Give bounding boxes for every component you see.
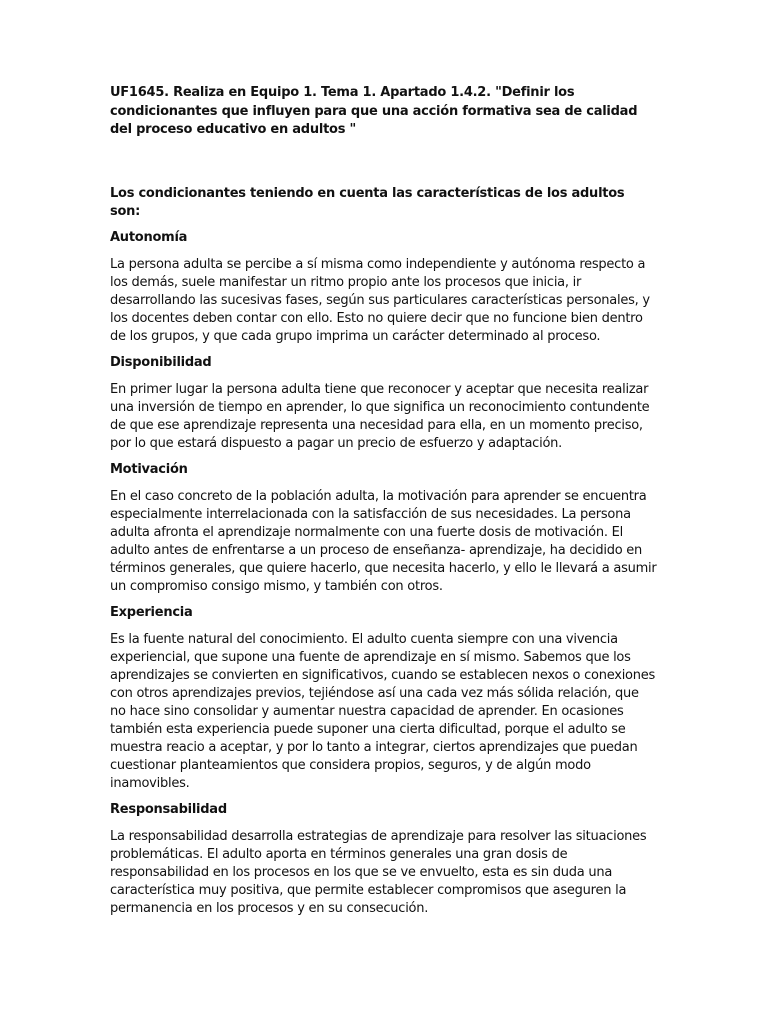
document-page <box>110 84 658 918</box>
section-heading: Autonomía <box>110 229 188 245</box>
section-body: En primer lugar la persona adulta tiene que reconocer y aceptar que necesita realizar una inversión de tiempo en aprender, lo que significa un reconocimiento contundente de que ese aprendizaje representa una necesidad para ella, en un momento preciso, por lo que estará dispuesto a pagar un precio de esfuerzo y adaptación. <box>110 381 650 451</box>
section-experiencia <box>110 604 658 793</box>
section-body: En el caso concreto de la población adulta, la motivación para aprender se encuentra especialmente interrelacionada con la satisfacción de sus necesidades. La persona adulta afronta el aprendizaje normalmente con una fuerte dosis de motivación. El adulto antes de enfrentarse a un proceso de enseñanza- aprendizaje, ha decidido en términos generales, que quiere hacerlo, que necesita hacerlo, y ello le llevará a asumir un compromiso consigo mismo, y también con otros. <box>110 488 657 594</box>
section-heading: Experiencia <box>110 604 193 620</box>
section-autonomia <box>110 229 658 346</box>
section-motivacion <box>110 461 658 596</box>
section-body: La responsabilidad desarrolla estrategias de aprendizaje para resolver las situaciones problemáticas. El adulto aporta en términos generales una gran dosis de responsabilidad en los procesos en los que se ve envuelto, esta es sin duda una característica muy positiva, que permite establecer compromisos que aseguren la permanencia en los procesos y en su consecución. <box>110 828 647 916</box>
section-body: Es la fuente natural del conocimiento. El adulto cuenta siempre con una vivencia experiencial, que supone una fuente de aprendizaje en sí mismo. Sabemos que los aprendizajes se convierten en significativos, cuando se establecen nexos o conexiones con otros aprendizajes previos, tejiéndose así una cada vez más sólida relación, que no hace sino consolidar y aumentar nuestra capacidad de aprender. En ocasiones también esta experiencia puede suponer una cierta dificultad, porque el adulto se muestra reacio a aceptar, y por lo tanto a integrar, ciertos aprendizajes que puedan cuestionar planteamientos que considera propios, seguros, y de algún modo inamovibles. <box>110 631 656 791</box>
section-body: La persona adulta se percibe a sí misma como independiente y autónoma respecto a los demás, suele manifestar un ritmo propio ante los procesos que inicia, ir desarrollando las sucesivas fases, según sus particulares características personales, y los docentes deben contar con ello. Esto no quiere decir que no funcione bien dentro de los grupos, y que cada grupo imprima un carácter determinado al proceso. <box>110 256 650 344</box>
intro-paragraph: Los condicionantes teniendo en cuenta las características de los adultos son: <box>110 185 625 219</box>
section-heading: Disponibilidad <box>110 354 212 370</box>
document-title: UF1645. Realiza en Equipo 1. Tema 1. Apartado 1.4.2. "Definir los condicionantes que influyen para que una acción formativa sea de calidad del proceso educativo en adultos " <box>110 85 638 137</box>
section-responsabilidad <box>110 801 658 918</box>
section-heading: Responsabilidad <box>110 801 227 817</box>
section-disponibilidad <box>110 354 658 453</box>
section-heading: Motivación <box>110 461 188 477</box>
